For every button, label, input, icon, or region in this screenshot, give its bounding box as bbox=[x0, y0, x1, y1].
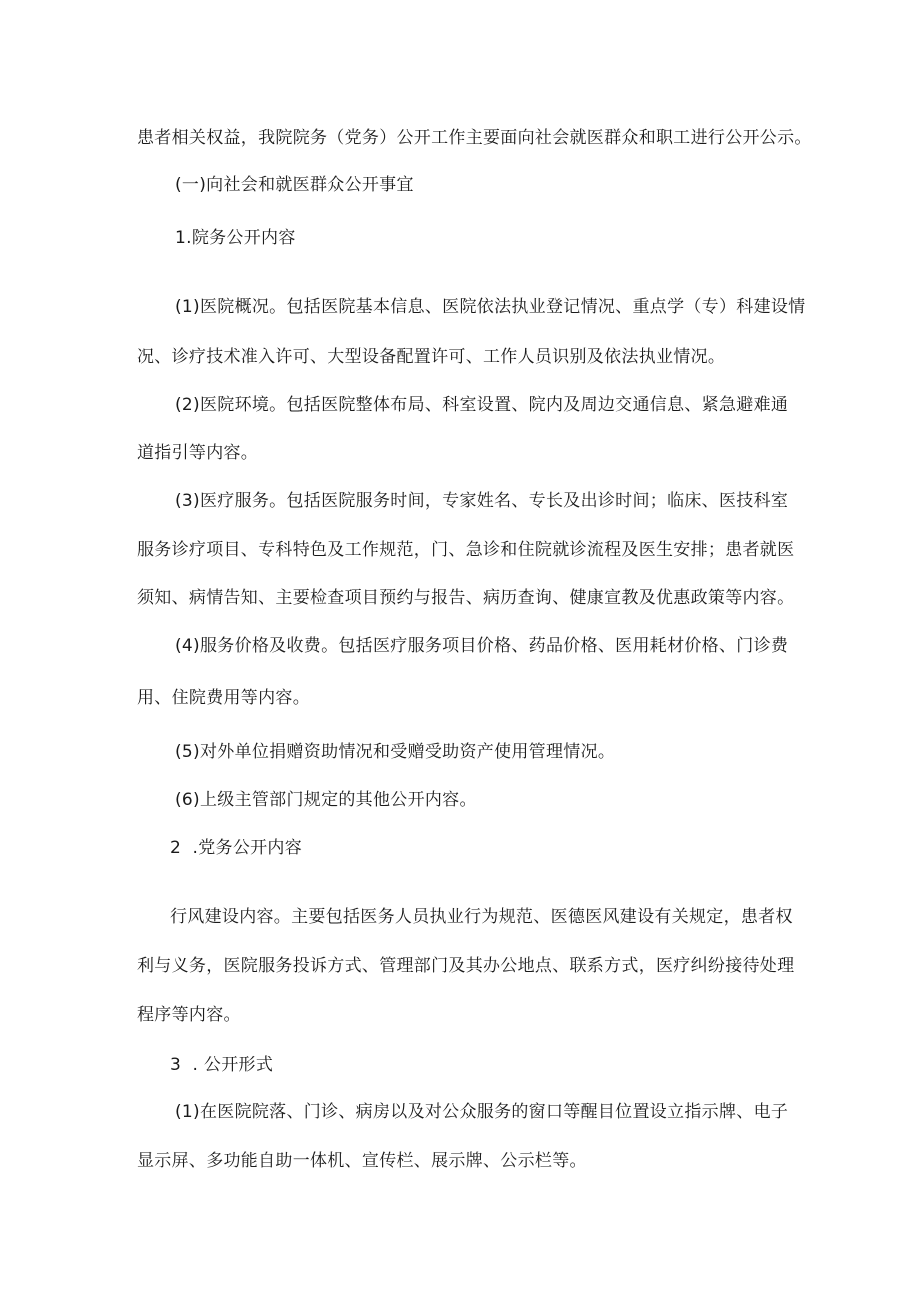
item-2-line-2: 道指引等内容。 bbox=[137, 443, 259, 463]
item-3-line-2: 服务诊疗项目、专科特色及工作规范，门、急诊和住院就诊流程及医生安排；患者就医 bbox=[137, 540, 795, 560]
item-4-line-1: (4)服务价格及收费。包括医疗服务项目价格、药品价格、医用耗材价格、门诊费 bbox=[175, 636, 789, 656]
section-heading-1: (一)向社会和就医群众公开事宜 bbox=[175, 175, 414, 195]
item-1-line-1: (1)医院概况。包括医院基本信息、医院依法执业登记情况、重点学（专）科建设情 bbox=[175, 297, 806, 317]
party-content-line-3: 程序等内容。 bbox=[137, 1005, 241, 1025]
item-5: (5)对外单位捐赠资助情况和受赠受助资产使用管理情况。 bbox=[175, 742, 616, 762]
party-content-line-2: 利与义务，医院服务投诉方式、管理部门及其办公地点、联系方式，医疗纠纷接待处理 bbox=[137, 956, 795, 976]
item-1-line-2: 况、诊疗技术准入许可、大型设备配置许可、工作人员识别及依法执业情况。 bbox=[137, 347, 726, 367]
item-3-line-3: 须知、病情告知、主要检查项目预约与报告、病历查询、健康宣教及优惠政策等内容。 bbox=[137, 588, 795, 608]
item-3-line-1: (3)医疗服务。包括医院服务时间，专家姓名、专长及出诊时间；临床、医技科室 bbox=[175, 491, 789, 511]
subheading-2: 2 .党务公开内容 bbox=[170, 838, 303, 858]
subheading-3: 3 . 公开形式 bbox=[170, 1055, 274, 1075]
paragraph-intro-line: 患者相关权益，我院院务（党务）公开工作主要面向社会就医群众和职工进行公开公示。 bbox=[137, 128, 812, 148]
form-item-1-line-1: (1)在医院院落、门诊、病房以及对公众服务的窗口等醒目位置设立指示牌、电子 bbox=[175, 1102, 789, 1122]
item-6: (6)上级主管部门规定的其他公开内容。 bbox=[175, 790, 477, 810]
form-item-1-line-2: 显示屏、多功能自助一体机、宣传栏、展示牌、公示栏等。 bbox=[137, 1151, 587, 1171]
subheading-1: 1.院务公开内容 bbox=[175, 228, 296, 248]
item-4-line-2: 用、住院费用等内容。 bbox=[137, 688, 310, 708]
party-content-line-1: 行风建设内容。主要包括医务人员执业行为规范、医德医风建设有关规定，患者权 bbox=[170, 907, 793, 927]
item-2-line-1: (2)医院环境。包括医院整体布局、科室设置、院内及周边交通信息、紧急避难通 bbox=[175, 395, 789, 415]
